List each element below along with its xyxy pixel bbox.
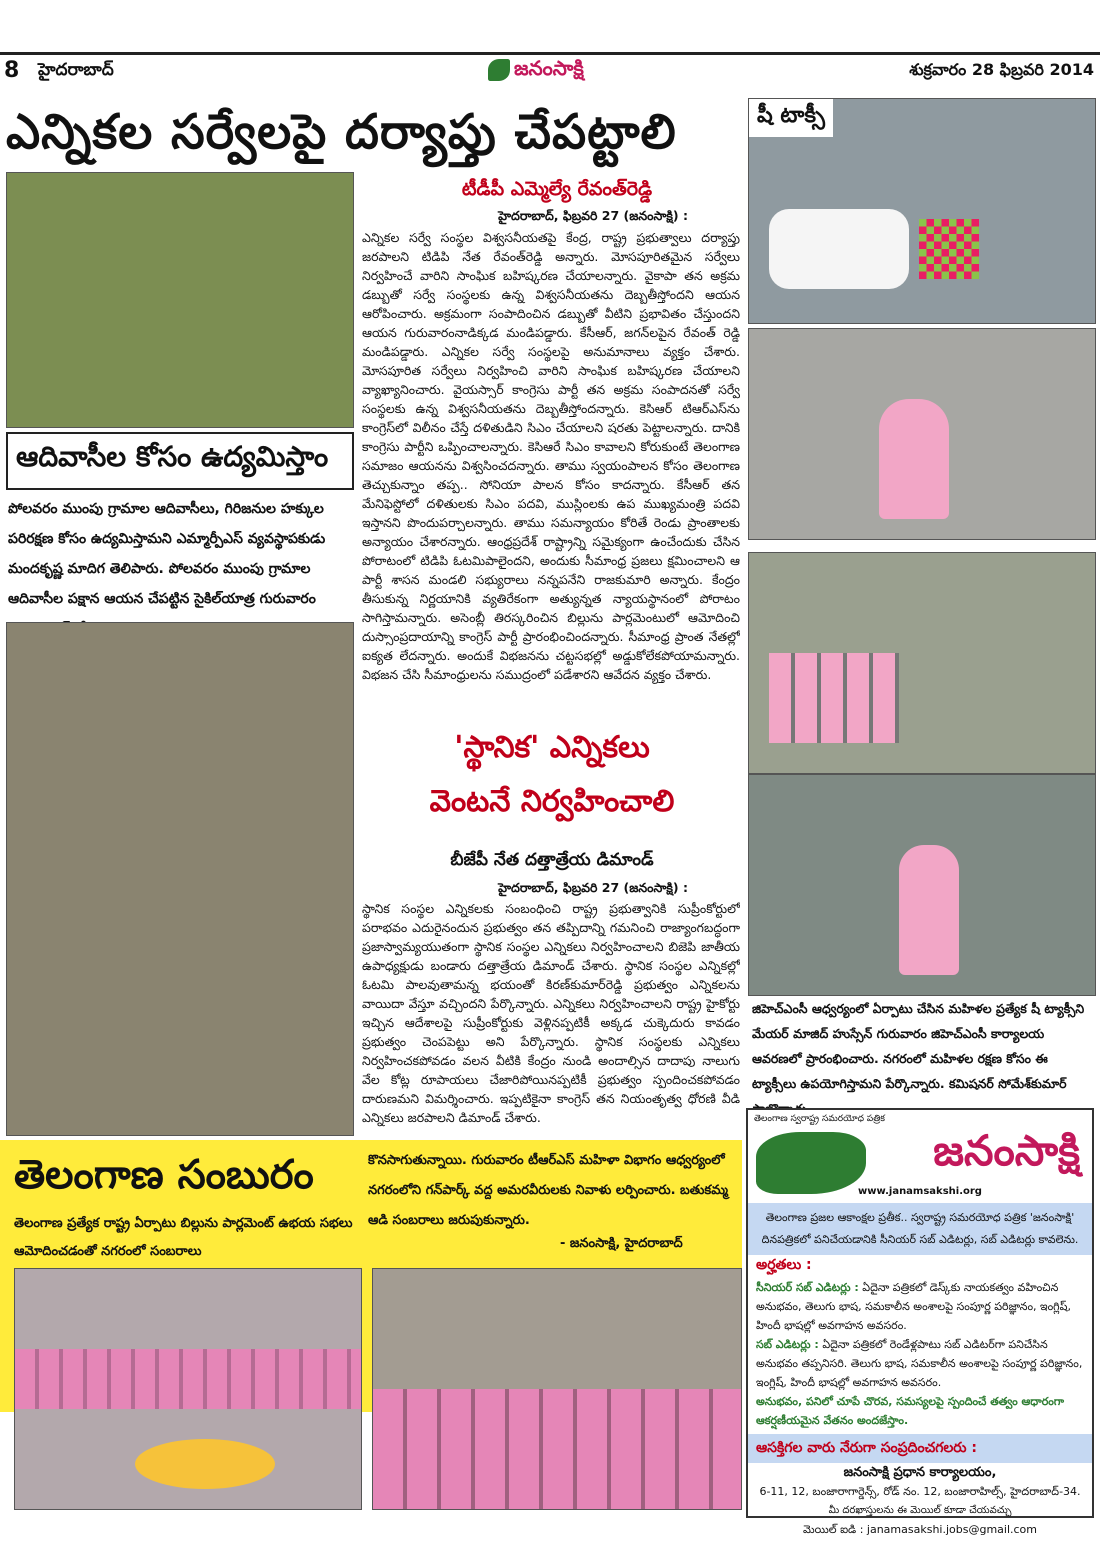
samburam-body: కొనసాగుతున్నాయి. గురువారం టీఆర్‌ఎస్‌ మహిళా విభాగం ఆధ్వర్యంలో నగరంలోని గన్‌పార్క్‌ వద్ద అమరవీరులకు నివాళు లర్పించారు. బతుకమ్మ ఆడి సంబరాలు జరుపుకున్నారు. — [368, 1153, 729, 1228]
she-taxi-caption: జిహెచ్‌ఎంసీ ఆధ్వర్యంలో ఏర్పాటు చేసిన మహిళల ప్రత్యేక షీ ట్యాక్సీని మేయర్‌ మాజిద్‌ హుస్సేన్‌ గురువారం జిహెచ్‌ఎంసీ కార్యాలయ ఆవరణలో ప్రారంభించారు. నగరంలో మహిళల రక్షణ కోసం ఈ ట్యాక్సీలు ఉపయోగిస్తామని పేర్కొన్నారు. కమిషనర్‌ సోమేశ్‌కుమార్‌ — [752, 1001, 1085, 1091]
ad-sub-block — [748, 1335, 1092, 1392]
she-taxi-photo-4 — [748, 774, 1096, 996]
taxi-car-shape — [769, 209, 909, 289]
page-number: 8 — [4, 58, 20, 83]
adivasi-body: పోలవరం ముంపు గ్రామాల ఆదివాసీలు, గిరిజనుల హక్కుల పరిరక్షణ కోసం ఉద్యమిస్తామని ఎమ్మార్పీఎస్‌ వ్యవస్థాపకుడు మందకృష్ణ మాదిగ తెలిపారు. పోలవరం ముంపు గ్రామాల ఆదివాసీల పక్షాన ఆయన చేపట్టిన సైకిల్‌యాత్ర గురువారం — [8, 501, 326, 607]
samburam-credit: - జనంసాక్షి, హైదరాబాద్‌ — [560, 1236, 683, 1251]
leaf-icon — [488, 59, 510, 81]
ad-senior-block — [748, 1278, 1092, 1335]
she-taxi-tag: షీ టాక్సీ — [749, 99, 833, 137]
ribbon-board — [919, 219, 979, 279]
ad-contact-title: ఆసక్తిగల వారు నేరుగా సంప్రదించగలరు : — [748, 1434, 1092, 1463]
main-headline: ఎన్నికల సర్వేలపై దర్యాప్తు చేపట్టాలి — [6, 104, 677, 160]
she-taxi-photo-3 — [748, 552, 1096, 774]
samburam-photo-2 — [372, 1268, 742, 1510]
revanth-photo — [6, 172, 354, 428]
ad-qualifications-title: అర్హతలు : — [756, 1257, 812, 1273]
ad-address: 6-11, 12, బంజారాగార్డెన్స్‌, రోడ్‌ నం. 12, బంజారాహిల్స్‌, హైదరాబాద్‌-34. — [759, 1485, 1081, 1498]
driver-handshake-shape — [899, 845, 959, 975]
ad-note: అనుభవం, పనిలో చూపే చొరవ, సమస్యలపై స్పందించే తత్వం ఆధారంగా ఆకర్షణీయమైన వేతనం అందజేస్తాం. — [756, 1395, 1064, 1427]
women-row-shape — [15, 1349, 362, 1409]
drivers-group-shape — [769, 653, 899, 743]
ad-intro: తెలంగాణ ప్రజల ఆకాంక్షల ప్రతీక.. స్వరాష్ట్ర సమరయోధ పత్రిక 'జనంసాక్షి' దినపత్రికలో పనిచేయడానికి సీనియర్‌ సబ్‌ ఎడిటర్లు, సబ్‌ ఎడిటర్లు కావలెను. — [748, 1203, 1092, 1255]
dattatreya-dateline: హైదరాబాద్‌, ఫిబ్రవరి 27 (జనంసాక్షి) : — [498, 880, 688, 895]
driver-shape — [879, 399, 949, 519]
recruitment-ad — [746, 1108, 1094, 1536]
cycle-yatra-photo — [6, 622, 354, 1136]
samburam-intro: తెలంగాణ ప్రత్యేక రాష్ట్ర ఏర్పాటు బిల్లును పార్లమెంట్‌ ఉభయ సభలు ఆమోదించడంతో నగరంలో సంబరాలు — [14, 1216, 353, 1259]
flower-bathukamma-shape — [135, 1439, 275, 1489]
revanth-body: ఎన్నికల సర్వే సంస్థల విశ్వసనీయతపై కేంద్ర, రాష్ట్ర ప్రభుత్వాలు దర్యాప్తు జరపాలని టిడిపి నేత రేవంత్‌రెడ్డి అన్నారు. మోసపూరితమైన సర్వేలు నిర్వహించే వారిని సాంఘిక బహిష్కరణ చేయాలన్నారు. వైకాపా తన అక్రమ డబ్బుతో సర్వే సంస్థలకు ఉన్న విశ్వసనీయతను దెబ్బతీస్తోందని ఆయన ఆరోపించారు. అక్రమంగా సంపాదించిన డబ్బుతో వీటిని ప్రభావితం చేస్తుందని ఆయన గురువారంనాడిక్కడ మండిపడ్డారు. కేసీఆర్‌, జగన్‌లపైన రేవంత్‌ రెడ్డి మండిపడ్డారు. ఎన్నికల సర్వే సంస్థలపై అనుమానాలు వ్యక్తం చేశారు. మోసపూరిత సర్వేలు నిర్వహించి వారిని సాంఘిక బహిష్కరణ చేయాలని వ్యాఖ్యానించారు. వైయస్సార్‌ కాంగ్రెసు పార్టీ తన అక్రమ సంపాదనతో సర్వే సంస్థలకు ఉన్న విశ్వసనీయతను దెబ్బతీస్తోందన్నారు. కెసిఆర్‌ టిఆర్‌ఎస్‌ను కాంగ్రెస్‌లో విలీనం చేస్తే దళితుడిని సిఎం చేయాలని షరతు పెట్టాలన్నారు. దానికి కాంగ్రెసు పార్టీని ఒప్పించాలన్నారు. కెసిఆరే సిఎం కావాలని కోరుకుంటే తెలంగాణ సమాజం ఆయనను విశ్వసించదన్నారు. తాము స్వయంపాలన కోసం తెలంగాణ తెచ్చుకున్నాం తప్ప.. సోనియా పాలన కోసం కాదన్నారు. కేసీఆర్‌ తన మేనిఫెస్టోలో దళితులకు సిఎం పదవి, ముస్లింలకు ఉప ముఖ్యమంత్రి పదవి ఇస్తానని పొందుపర్చాలన్నారు. తాము సమన్యాయం కోరితే రెండు ప్రాంతాలకు అన్యాయం చేశారన్నారు. ఆంధ్రప్రదేశ్‌ రాష్ట్రాన్ని సమైక్యంగా ఉంచేందుకు చేసిన పోరాటంలో టిడిపి ఓటమిపాలైందని, అందుకు సీమాంధ్ర ప్రజలు క్షమించాలని ఆ పార్టీ శాసన మండలి సభ్యురాలు నన్నపనేని రాజకుమారి అన్నారు. కేంద్రం తీసుకున్న నిర్ణయానికి వ్యతిరేకంగా అత్యున్నత న్యాయస్థానంలో పోరాటం సాగిస్తామన్నారు. అసెంబ్లీ తిరస్కరించిన బిల్లును పార్లమెంటులో ఆమోదించి దుస్సాంప్రదాయాన్ని కాంగ్రెస్‌ పార్టీ ప్రారంభించిందన్నారు. సీమాంధ్ర ప్రాంత నేతల్లో ఐక్యత లేదన్నారు. అందుకే విభజనను చట్టసభల్లో అడ్డుకోలేకపోయామన్నారు. విభజన చేసి సీమాంధ్రులను సముద్రంలో పడేశారని ఆవేదన వ్యక్తం చేశారు. — [362, 230, 740, 682]
ad-sub-text: ఏదైనా పత్రికలో రెండేళ్లపాటు సబ్‌ ఎడిటర్‌గా పనిచేసిన అనుభవం తప్పనిసరి. తెలుగు భాష, సమకాలీన అంశాలపై సంపూర్ణ పరిజ్ఞానం, ఇంగ్లిష్‌, హిందీ భాషల్లో అవగాహన అవసరం. — [756, 1338, 1083, 1389]
adivasi-headline-box — [6, 432, 354, 490]
city-label: హైదరాబాద్ — [38, 60, 114, 80]
revanth-dateline: హైదరాబాద్‌, ఫిబ్రవరి 27 (జనంసాక్షి) : — [498, 208, 688, 223]
she-taxi-photo-2 — [748, 328, 1096, 540]
ad-website[interactable]: www.janamsakshi.org — [858, 1186, 982, 1197]
she-taxi-photo-1 — [748, 98, 1096, 324]
ad-senior-label: సీనియర్‌ సబ్‌ ఎడిటర్లు : — [756, 1281, 859, 1294]
adivasi-headline: ఆదివాసీల కోసం ఉద్యమిస్తాం — [16, 440, 329, 473]
ad-senior-text: ఏదైనా పత్రికలో డెస్క్‌కు నాయకత్వం వహించిన అనుభవం, తెలుగు భాష, సమకాలీన అంశాలపై సంపూర్ణ పరిజ్ఞానం, ఇంగ్లిష్‌, హిందీ భాషల్లో అవగాహన అవసరం. — [756, 1281, 1071, 1332]
ad-email-note: మీ దరఖాస్తులను ఈ మెయిల్‌ కూడా చేయవచ్చు — [828, 1505, 1012, 1516]
revanth-subhead: టీడీపీ ఎమ్మెల్యే రేవంత్‌రెడ్డి — [461, 178, 653, 200]
local-elections-headline-1: 'స్థానిక' ఎన్నికలు — [454, 730, 650, 765]
dattatreya-body: స్థానిక సంస్థల ఎన్నికలకు సంబంధించి రాష్ట్ర ప్రభుత్వానికి సుప్రీంకోర్టులో పరాభవం ఎదురైనందున ప్రభుత్వం తన తప్పిదాన్ని గమనించి రాజ్యాంగబద్ధంగా ప్రజాస్వామ్యయుతంగా స్థానిక సంస్థల ఎన్నికలు నిర్వహించాలని బిజెపి జాతీయ ఉపాధ్యక్షుడు బండారు దత్తాత్రేయ డిమాండ్‌ చేశారు. స్థానిక సంస్థల ఎన్నికల్లో ఓటమి పాలవుతామన్న భయంతో కిరణ్‌కుమార్‌రెడ్డి ప్రభుత్వం ఎన్నికలను వాయిదా వేస్తూ వచ్చిందని పేర్కొన్నారు. ఎన్నికలు నిర్వహించాలని రాష్ట్ర హైకోర్టు ఇచ్చిన ఆదేశాలపై సుప్రీంకోర్టుకు వెళ్లినప్పటికీ అక్కడ చుక్కెదురు కావడం ప్రభుత్వం చెంపపెట్టు అని పేర్కొన్నారు. స్థానిక సంస్థలకు ఎన్నికలు నిర్వహించకపోవడం వలన వీటికి కేంద్రం నుండి అందాల్సిన దాదాపు నాలుగు వేల కోట్ల రూపాయలు చేజారిపోయినప్పటికీ ప్రభుత్వం స్పందించకపోవడం దారుణమని విమర్శించారు. ఇప్పటికైనా కాంగ్రెస్‌ తన నియంతృత్వ ధోరణి వీడి ఎన్నికలు జరపాలని డిమాండ్‌ చేశారు. — [362, 901, 740, 1125]
ad-tagline: తెలంగాణ స్వరాష్ట్ర సమరయోధ పత్రిక — [754, 1114, 885, 1124]
local-elections-headline-2: వెంటనే నిర్వహించాలి — [429, 784, 675, 819]
ad-office: జనంసాక్షి ప్రధాన కార్యాలయం, — [843, 1465, 997, 1480]
women-celebrating-shape — [373, 1389, 742, 1510]
telangana-map-icon — [756, 1132, 866, 1194]
masthead-logo — [488, 56, 584, 85]
samburam-photo-1 — [14, 1268, 362, 1510]
issue-date: శుక్రవారం 28 ఫిబ్రవరి 2014 — [909, 60, 1094, 79]
ad-logo: జనంసాక్షి — [933, 1126, 1080, 1175]
ad-sub-label: సబ్‌ ఎడిటర్లు : — [756, 1338, 819, 1351]
dattatreya-subhead: బీజేపీ నేత దత్తాత్రేయ డిమాండ్‌ — [450, 850, 654, 870]
logo-text: జనంసాక్షి — [514, 56, 584, 80]
ad-email[interactable]: మెయిల్‌ ఐడి : janamasakshi.jobs@gmail.com — [802, 1523, 1038, 1536]
samburam-headline: తెలంగాణ సంబురం — [14, 1152, 314, 1198]
